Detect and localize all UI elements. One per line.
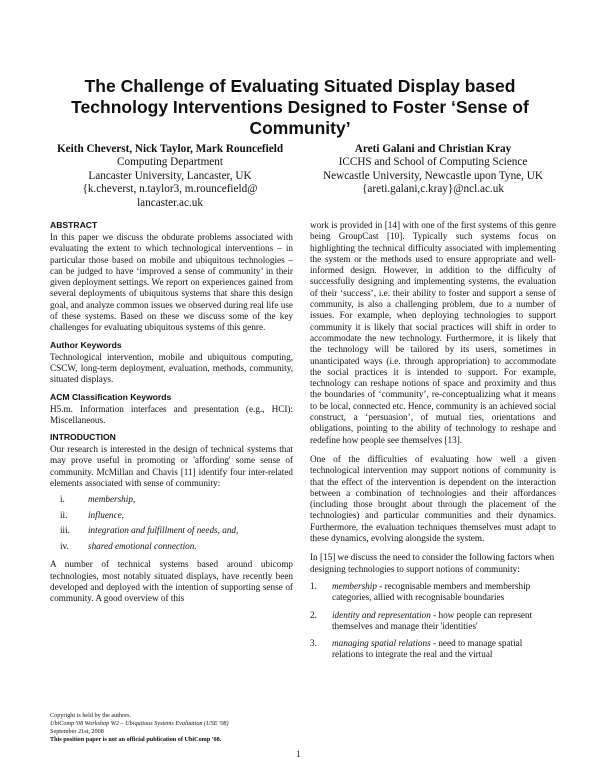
list-item: i. membership, [60,494,136,505]
body-paragraph: work is provided in [14] with one of the first systems of this genre being GroupCast [10]. Typically such systems focus on highlighting the technical difficulty associated with implementing the system or the methods used to ensure appropriate and well-informed design. However, in addition to the difficulty of successfully designing and implementing systems, the evaluation of their ‘success’, i.e. their ability to foster and support a sense of community, is also a challenging problem, due to a number of issues. For example, when deploying technologies to support community it is likely that social practices will shift in order to accommodate the new technology. Furthermore, it is likely that the technology will be tailored by its users, sometimes in unanticipated ways (i.e. through appropriation) to accommodate the social practices it is intended to support. For example, technology can reshape notions of space and proximity and thus the boundaries of ‘community’, re-conceptualizing what it means to be local, connected etc. Hence, community is an achieved social construct, a ‘persuasion’, of mutual ties, orientations and obligations, pointing to the ability of technology to reshape and redefine how people see themselves [13]. [310,220,556,445]
paper-title: The Challenge of Evaluating Situated Display based Technology Interventions Designed to Foster ‘Sense of Community’ [71,76,529,138]
acm-text: H5.m. Information interfaces and presentation (e.g., HCI): Miscellaneous. [50,403,293,425]
community-elements-list [50,492,293,554]
list-item: 2. identity and representation - how people can represent themselves and manage their 'identities' [310,609,533,631]
author-institution: Lancaster University, Lancaster, UK [88,169,252,182]
right-column [310,220,556,667]
left-column [50,220,293,611]
keywords-section [50,340,293,386]
author-department: ICCHS and School of Computing Science [338,156,528,169]
author-email: {k.cheverst, n.taylor3, m.rouncefield@ lancaster.ac.uk [82,183,258,209]
introduction-paragraph: Our research is interested in the design of technical systems that may prove useful in promoting or 'affording' some sense of community. McMillan and Chavis [11] identify four inter-related elements associated with sense of community: [50,444,293,489]
introduction-section [50,432,293,604]
author-block-right [303,143,563,197]
list-item: iii. integration and fulfillment of needs, and, [60,525,239,536]
abstract-section [50,220,293,334]
body-paragraph: In [15] we discuss the need to consider the following factors when designing technologies to support notions of community: [310,552,555,574]
keywords-heading: Author Keywords [50,339,122,350]
abstract-heading: ABSTRACT [50,220,98,230]
author-email: {areti.galani,c.kray}@ncl.ac.uk [362,183,504,196]
introduction-heading: INTRODUCTION [50,432,116,443]
list-item: ii. influence, [60,509,124,520]
author-names: Keith Cheverst, Nick Taylor, Mark Rouncefield [56,143,284,155]
body-paragraph: One of the difficulties of evaluating how well a given technological intervention may support notions of community is that the effect of the intervention is dependent on the interaction between a combination of technologies and their affordances (including those brought about through the placement of the technologies) and particular communities and their dynamics. Furthermore, the evaluation techniques themselves must adapt to these dynamics, evolving alongside the system. [310,453,556,544]
introduction-paragraph: A number of technical systems based around ubicomp technologies, most notably situated displays, have recently been developed and deployed with the intention of supporting sense of community. A good overview of this [50,559,293,604]
design-factors-list [310,581,556,661]
list-item: 1. membership - recognisable members and membership categories, allied with recognisable boundaries [310,580,531,603]
copyright-notice: Copyright is held by the authors. UbiComp '08 Workshop W2 – Ubiquitous Systems Evaluation (USE '08) September 21st, 2008 This position paper is not an official publication of UbiComp '08. [50,712,229,743]
keywords-text: Technological intervention, mobile and ubiquitous computing, CSCW, long-term deployment, evaluation, methods, community, situated displays. [50,351,293,385]
list-item: 3. managing spatial relations - need to manage spatial relations to integrate the real and the virtual [310,638,523,660]
abstract-text: In this paper we discuss the obdurate problems associated with evaluating the extent to which technological interventions – in particular those based on mobile and ubiquitous technologies – can be judged to have ‘improved a sense of community’ in their given deployment settings. We report on experiences gained from several deployments of ubiquitous systems that share this design goal, and analyze common issues we observed during real life use of these systems. Based on these we discuss some of the key challenges for evaluating ubiquitous systems of this genre. [50,232,293,333]
author-department: Computing Department [117,156,223,169]
list-item: iv. shared emotional connection. [60,540,197,551]
author-names: Areti Galani and Christian Kray [354,143,512,155]
author-block-left [40,143,300,210]
page-number: 1 [296,749,301,759]
acm-section [50,392,293,427]
author-institution: Newcastle University, Newcastle upon Tyne, UK [323,169,543,182]
acm-heading: ACM Classification Keywords [50,391,172,402]
